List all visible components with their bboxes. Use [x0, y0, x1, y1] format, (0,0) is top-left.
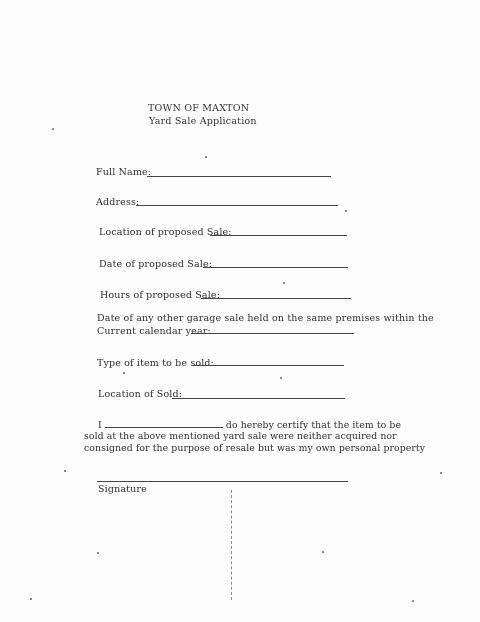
signature-label: Signature — [98, 484, 147, 495]
scan-speck — [97, 552, 99, 554]
item-type-line[interactable] — [192, 365, 344, 366]
certification-line3: consigned for the purpose of resale but was my own personal property — [84, 443, 426, 454]
certification-text-1: do hereby certify that the item to be — [225, 420, 402, 431]
signature-line[interactable] — [97, 481, 348, 482]
scan-speck — [322, 551, 324, 553]
sale-date-line[interactable] — [203, 267, 348, 268]
form-title: Yard Sale Application — [149, 116, 257, 127]
scan-speck — [283, 282, 285, 284]
other-sale-label-line1: Date of any other garage sale held on the same premises within the — [97, 313, 434, 324]
scan-speck — [280, 377, 282, 379]
scan-speck — [412, 600, 414, 602]
sale-hours-label: Hours of proposed Sale: — [100, 290, 221, 301]
town-name: TOWN OF MAXTON — [148, 103, 250, 114]
sold-location-line[interactable] — [172, 398, 345, 399]
form-header — [148, 102, 257, 128]
scan-speck — [52, 128, 54, 130]
scan-speck — [205, 156, 207, 158]
scan-speck — [64, 470, 66, 472]
sale-location-label: Location of proposed Sale: — [99, 227, 232, 238]
scan-speck — [123, 372, 125, 374]
scan-speck — [440, 472, 442, 474]
scan-artifact-line — [231, 490, 232, 600]
certification-prefix: I — [98, 420, 102, 431]
scan-speck — [30, 598, 32, 600]
certification-line2: sold at the above mentioned yard sale were neither acquired nor — [84, 431, 397, 442]
sale-hours-line[interactable] — [201, 298, 351, 299]
sold-location-label: Location of Sold: — [98, 389, 183, 400]
scan-speck — [345, 210, 347, 212]
certification-line1 — [98, 418, 401, 432]
item-type-label: Type of item to be sold: — [97, 358, 214, 369]
sale-location-line[interactable] — [210, 235, 347, 236]
other-sale-line[interactable] — [191, 333, 354, 334]
full-name-line[interactable] — [147, 176, 331, 177]
certifier-name-blank[interactable] — [105, 418, 223, 428]
full-name-label: Full Name: — [96, 167, 152, 178]
sale-date-label: Date of proposed Sale: — [99, 259, 213, 270]
address-label: Address: — [96, 197, 140, 208]
address-line[interactable] — [136, 205, 338, 206]
other-sale-label-line2: Current calendar year: — [97, 326, 211, 337]
